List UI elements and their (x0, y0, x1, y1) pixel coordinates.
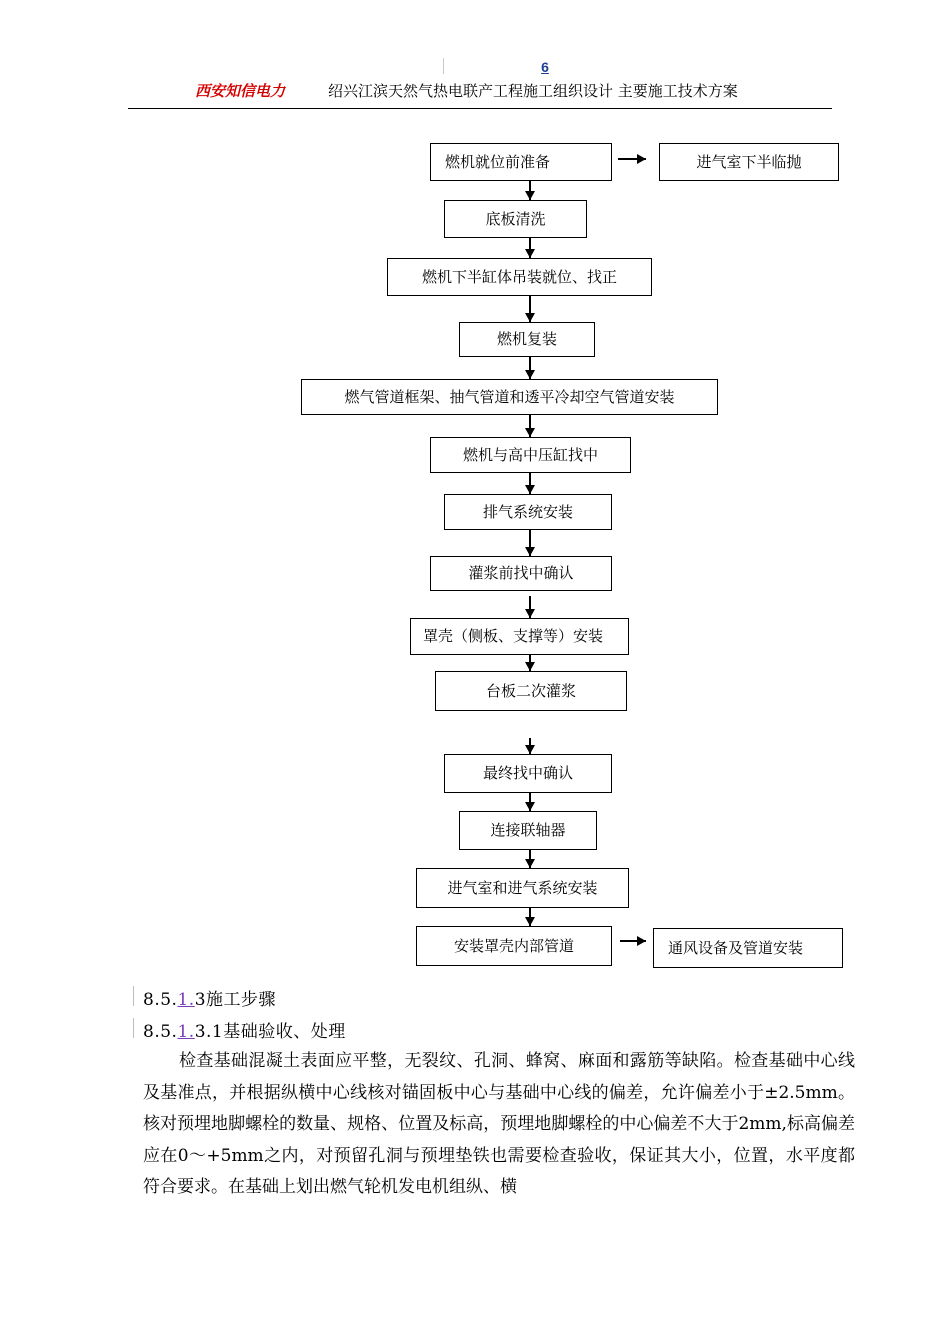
flow-step-10: 台板二次灌浆 (435, 671, 627, 711)
body-paragraph: 检查基础混凝土表面应平整，无裂纹、孔洞、蜂窝、麻面和露筋等缺陷。检查基础中心线及基准点，并根据纵横中心线核对锚固板中心与基础中心线的偏差，允许偏差小于±2.5mm。核对预埋地脚螺栓的数量、规格、位置及标高，预埋地脚螺栓的中心偏差不大于2mm,标高偏差应在0～+5mm之内，对预留孔洞与预埋垫铁也需要检查验收，保证其大小，位置，水平度都符合要求。在基础上划出燃气轮机发电机组纵、横 (143, 1051, 855, 1197)
page-number: 6 (541, 59, 549, 75)
change-bar-2 (133, 1018, 134, 1038)
document-title: 绍兴江滨天然气热电联产工程施工组织设计 主要施工技术方案 (328, 82, 738, 100)
flow-step-4: 燃机复装 (459, 322, 595, 357)
flow-step-3: 燃机下半缸体吊装就位、找正 (387, 258, 652, 296)
flow-step-7: 排气系统安装 (444, 494, 612, 530)
section-heading-steps (143, 985, 276, 1010)
section-number-prefix: 8.5. (143, 990, 178, 1010)
header-divider-tick (443, 58, 444, 74)
flow-step-5: 燃气管道框架、抽气管道和透平冷却空气管道安装 (301, 379, 718, 415)
flow-step-8: 灌浆前找中确认 (430, 556, 612, 591)
company-name: 西安知信电力 (195, 83, 286, 100)
flow-step-14: 安装罩壳内部管道 (416, 926, 612, 966)
section-number-link[interactable]: 1. (177, 990, 195, 1010)
flow-side-step-1: 进气室下半临抛 (659, 143, 839, 181)
flow-step-9: 罩壳（侧板、支撑等）安装 (410, 618, 629, 655)
section-heading-foundation (143, 1017, 346, 1042)
section-number-link[interactable]: 1. (177, 1022, 195, 1042)
header-rule (128, 108, 832, 109)
flow-step-12: 连接联轴器 (459, 811, 597, 850)
flow-step-2: 底板清洗 (444, 200, 587, 238)
flow-step-13: 进气室和进气系统安装 (416, 868, 629, 908)
section-title: 3.1基础验收、处理 (194, 1022, 346, 1042)
change-bar-1 (133, 986, 134, 1006)
section-number-prefix: 8.5. (143, 1022, 178, 1042)
flow-step-11: 最终找中确认 (444, 754, 612, 793)
section-title: 3施工步骤 (194, 990, 277, 1010)
flow-side-step-2: 通风设备及管道安装 (653, 928, 843, 968)
flow-step-6: 燃机与高中压缸找中 (430, 437, 631, 473)
flow-step-1: 燃机就位前准备 (430, 143, 612, 181)
